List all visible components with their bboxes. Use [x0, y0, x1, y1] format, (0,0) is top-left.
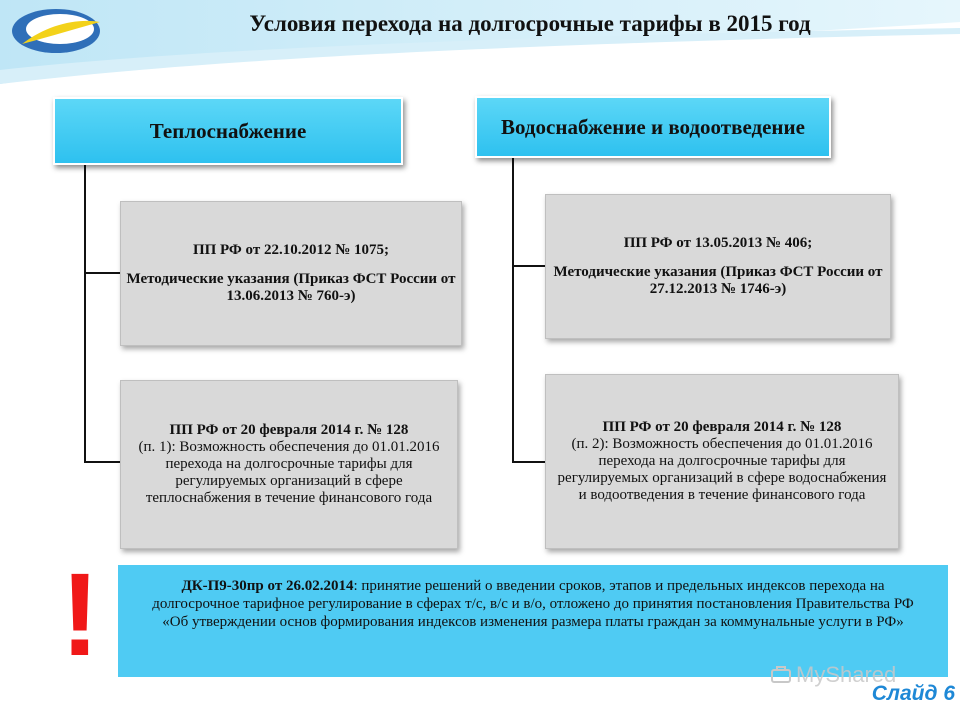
heat-card1-line2: Методические указания (Приказ ФСТ России от 13.06.2013 № 760-э) [126, 271, 456, 304]
water-supply-header [475, 96, 831, 158]
water-supply-regulation-card [545, 194, 891, 339]
heat-card1-line1: ПП РФ от 22.10.2012 № 1075; [192, 242, 390, 258]
water-card2-heading: ПП РФ от 20 февраля 2014 г. № 128 [602, 419, 842, 435]
notice-reference: ДК-П9-30пр от 26.02.2014 [181, 578, 354, 594]
left-connector-vertical [84, 165, 86, 463]
page-title: Условия перехода на долгосрочные тарифы в 2015 год [249, 11, 811, 36]
heat-supply-header-label: Теплоснабжение [149, 119, 307, 143]
heat-card2-body: (п. 1): Возможность обеспечения до 01.01.2016 перехода на долгосрочные тарифы для регулируемых организаций в сфере теплоснабжения в течение финансового года [138, 439, 440, 506]
water-supply-header-label: Водоснабжение и водоотведение [501, 115, 805, 139]
heat-supply-header [53, 97, 403, 165]
watermark-icon [770, 664, 792, 686]
slide-number: Слайд 6 [871, 682, 955, 705]
right-connector-branch-2 [512, 461, 545, 463]
water-card1-line1: ПП РФ от 13.05.2013 № 406; [623, 235, 813, 251]
left-connector-branch-2 [84, 461, 120, 463]
heat-card2-heading: ПП РФ от 20 февраля 2014 г. № 128 [169, 422, 409, 438]
left-connector-branch-1 [84, 272, 120, 274]
exclamation-mark: ! [60, 549, 100, 681]
watermark-text: MyShared [796, 662, 897, 687]
water-card2-body: (п. 2): Возможность обеспечения до 01.01.2016 перехода на долгосрочные тарифы для регулируемых организаций в сфере водоснабжения и водоотведения в течение финансового года [557, 436, 887, 503]
heat-supply-regulation-card [120, 201, 462, 346]
water-card1-line2: Методические указания (Приказ ФСТ России от 27.12.2013 № 1746-э) [553, 264, 883, 297]
heat-supply-transition-card [120, 380, 458, 549]
right-connector-vertical [512, 158, 514, 463]
logo [8, 4, 104, 56]
right-connector-branch-1 [512, 265, 545, 267]
notice-text: : принятие решений о введении сроков, этапов и предельных индексов перехода на долгосрочное тарифное регулирование в сферах т/с, в/с и в/о, отложено до принятия постановления Правительства РФ «Об утверждении основ формирования индексов изменения размера платы граждан за коммунальные услуги в РФ» [152, 578, 914, 630]
water-supply-transition-card [545, 374, 899, 549]
